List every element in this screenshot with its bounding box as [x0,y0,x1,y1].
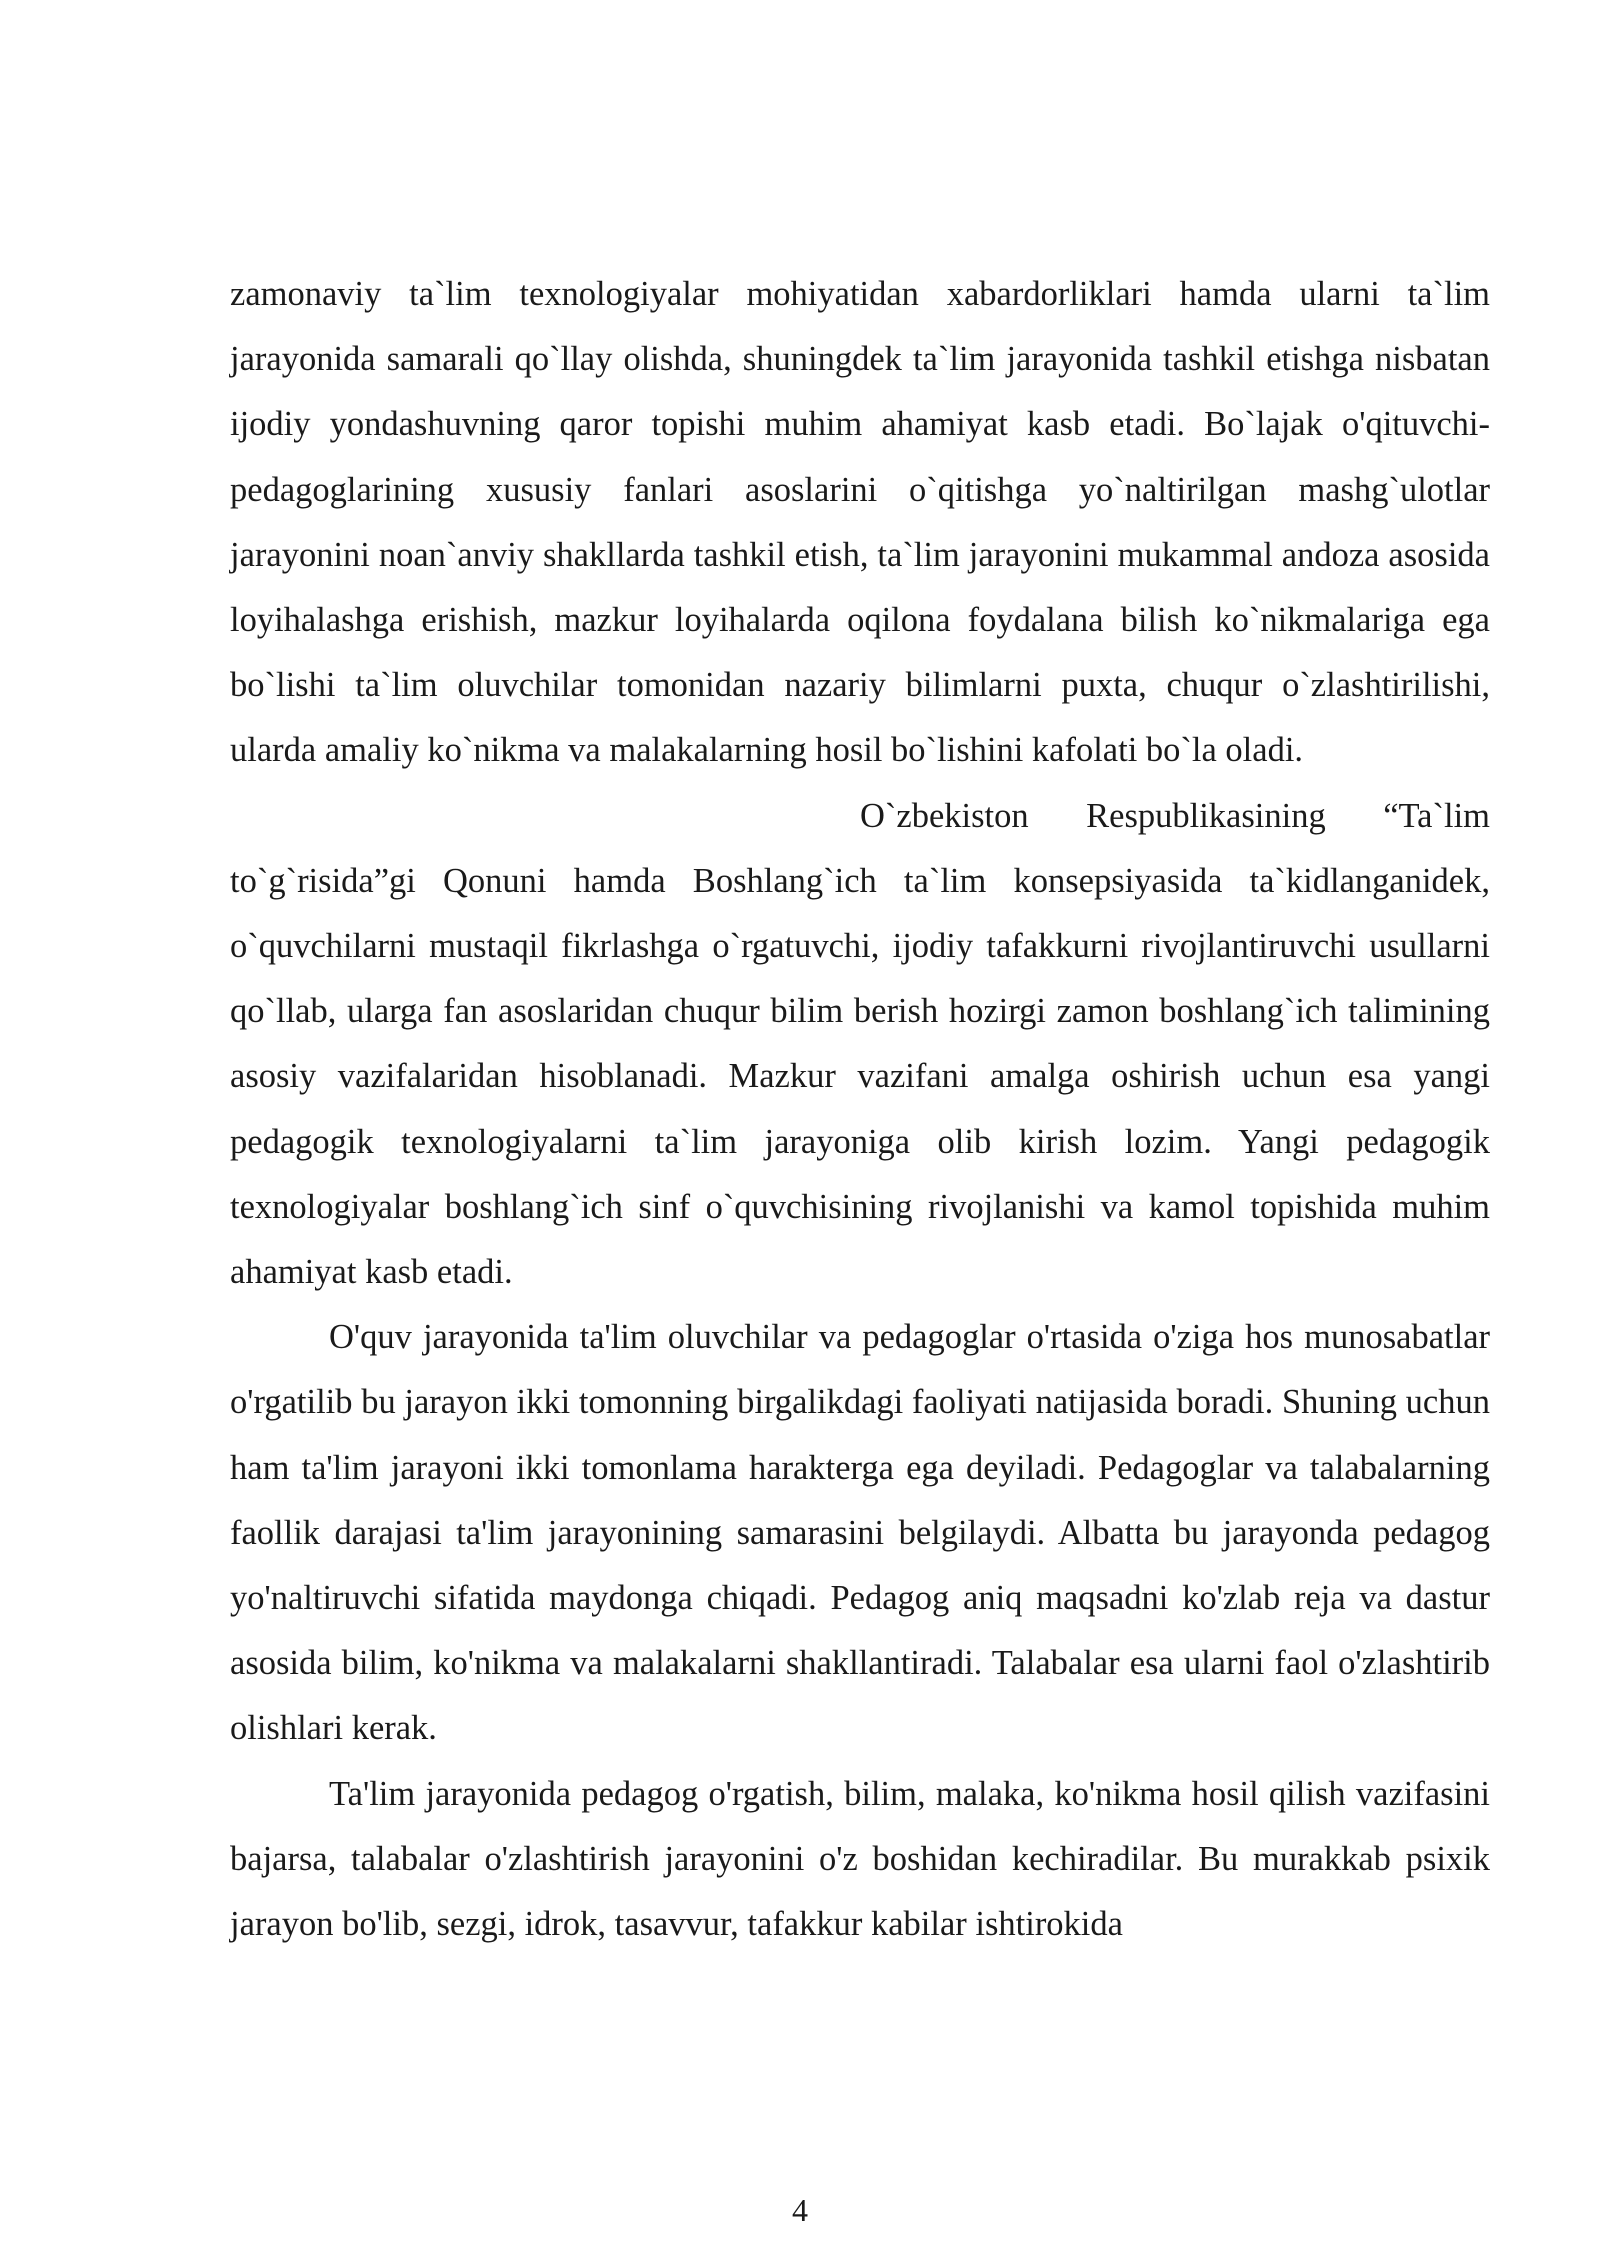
paragraph-continuation: zamonaviy ta`lim texnologiyalar mohiyatidan xabardorliklari hamda ularni ta`lim jarayonida samarali qo`llay olishda, shuningdek ta`lim jarayonida tashkil etishga nisbatan ijodiy yondashuvning qaror topishi muhim ahamiyat kasb etadi. Bo`lajak o'qituvchi-pedagoglarining xususiy fanlari asoslarini o`qitishga yo`naltirilgan mashg`ulotlar jarayonini noan`anviy shakllarda tashkil etish, ta`lim jarayonini mukammal andoza asosida loyihalashga erishish, mazkur loyihalarda oqilona foydalana bilish ko`nikmalariga ega bo`lishi ta`lim oluvchilar tomonidan nazariy bilimlarni puxta, chuqur o`zlashtirilishi, ularda amaliy ko`nikma va malakalarning hosil bo`lishini kafolati bo`la oladi. [230,275,1490,770]
paragraph-law-reference: O`zbekiston Respublikasining “Ta`lim to`g`risida”gi Qonuni hamda Boshlang`ich ta`lim konsepsiyasida ta`kidlanganidek, o`quvchilarni mustaqil fikrlashga o`rgatuvchi, ijodiy tafakkurni rivojlantiruvchi usullarni qo`llab, ularga fan asoslaridan chuqur bilim berish hozirgi zamon boshlang`ich talimining asosiy vazifalaridan hisoblanadi. Mazkur vazifani amalga oshirish uchun esa yangi pedagogik texnologiyalarni ta`lim jarayoniga olib kirish lozim. Yangi pedagogik texnologiyalar boshlang`ich sinf o`quvchisining rivojlanishi va kamol topishida muhim ahamiyat kasb etadi. [230,796,1490,1292]
paragraph-teacher-role: Ta'lim jarayonida pedagog o'rgatish, bilim, malaka, ko'nikma hosil qilish vazifasini bajarsa, talabalar o'zlashtirish jarayonini o'z boshidan kechiradilar. Bu murakkab psixik jarayon bo'lib, sezgi, idrok, tasavvur, tafakkur kabilar ishtirokida [230,1774,1490,1944]
paragraph-learning-process: O'quv jarayonida ta'lim oluvchilar va pedagoglar o'rtasida o'ziga hos munosabatlar o'rgatilib bu jarayon ikki tomonning birgalikdagi faoliyati natijasida boradi. Shuning uchun ham ta'lim jarayoni ikki tomonlama harakterga ega deyiladi. Pedagoglar va talabalarning faollik darajasi ta'lim jarayonining samarasini belgilaydi. Albatta bu jarayonda pedagog yo'naltiruvchi sifatida maydonga chiqadi. Pedagog aniq maqsadni ko'zlab reja va dastur asosida bilim, ko'nikma va malakalarni shakllantiradi. Talabalar esa ularni faol o'zlashtirib olishlari kerak. [230,1318,1490,1748]
page-number: 4 [792,2192,808,2228]
document-page [230,262,1490,1957]
